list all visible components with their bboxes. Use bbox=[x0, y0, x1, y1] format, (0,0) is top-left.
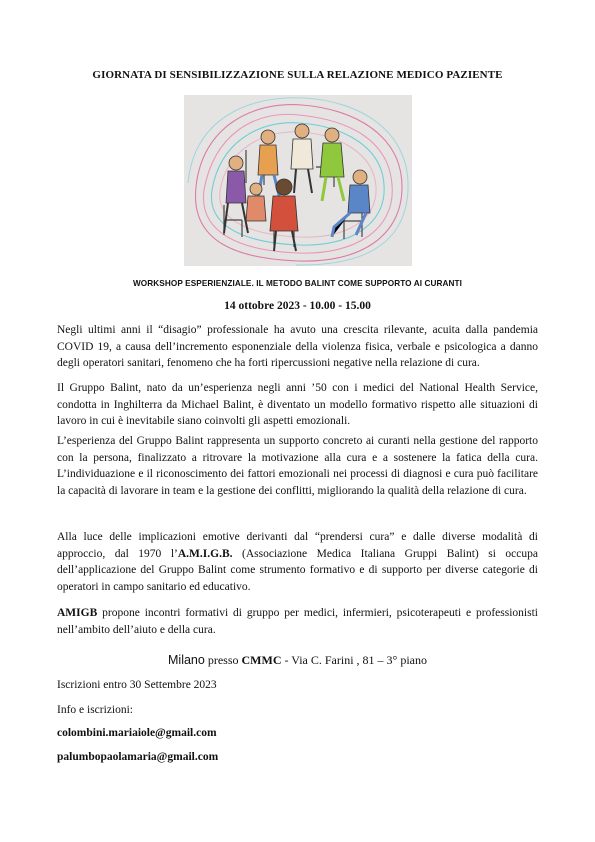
paragraph-intro: Negli ultimi anni il “disagio” professionale ha avuto una crescita rilevante, acuita dalla pandemia COVID 19, a causa dell’incremento esponenziale della violenza fisica, verbale e psicologica a danno degli operatori sanitari, fenomeno che ha forti ripercussioni negative nella relazione di cura. bbox=[57, 324, 538, 369]
balint-group-circle-drawing-icon bbox=[184, 95, 412, 266]
event-date: 14 ottobre 2023 - 10.00 - 15.00 bbox=[224, 300, 371, 312]
info-label: Info e iscrizioni: bbox=[57, 704, 134, 716]
contact-email-1[interactable]: colombini.mariaiole@gmail.com bbox=[57, 727, 217, 739]
location-city: Milano bbox=[168, 653, 205, 667]
registration-deadline: Iscrizioni entro 30 Settembre 2023 bbox=[57, 679, 217, 691]
paragraph-amigb-offer bbox=[57, 605, 538, 638]
paragraph-text: Alla luce delle implicazioni emotive derivanti dal “prendersi cura” e dalle diverse modalità di approccio, dal 1970 l’ bbox=[57, 531, 538, 560]
location-address: - Via C. Farini , 81 – 3° piano bbox=[281, 653, 427, 667]
event-location bbox=[0, 653, 595, 668]
paragraph-text: propone incontri formativi di gruppo per medici, infermieri, psicoterapeuti e professionisti nell’ambito dell’aiuto e della cura. bbox=[57, 607, 538, 636]
page-title: GIORNATA DI SENSIBILIZZAZIONE SULLA RELAZIONE MEDICO PAZIENTE bbox=[92, 69, 503, 81]
location-venue: CMMC bbox=[241, 653, 282, 667]
balint-group-illustration bbox=[184, 95, 412, 266]
workshop-heading: WORKSHOP ESPERIENZIALE. IL METODO BALINT COME SUPPORTO AI CURANTI bbox=[132, 279, 463, 288]
amigb-acronym: A.M.I.G.B. bbox=[177, 547, 233, 560]
paragraph-text: (Associazione Medica Italiana Gruppi Balint) si occupa dell’applicazione del Gruppo Balint come strumento formativo e di supporto per diverse categorie di operatori in campo sanitario ed educativo. bbox=[57, 547, 538, 593]
location-presso: presso bbox=[204, 653, 242, 667]
amigb-name: AMIGB bbox=[57, 607, 98, 619]
paragraph-balint-experience: L’esperienza del Gruppo Balint rappresenta un supporto concreto ai curanti nella gestione del rapporto con la persona, finalizzato a ritrovare la motivazione alla cura e a sostenere la fatica della cura. L’individuazione e il riconoscimento dei fattori emozionali nei processi di diagnosi e cura può facilitare la capacità di lavorare in team e la gestione dei conflitti, migliorando la qualità della relazione di cura. bbox=[57, 435, 538, 497]
contact-email-2[interactable]: palumbopaolamaria@gmail.com bbox=[57, 751, 219, 763]
paragraph-amigb-history bbox=[57, 529, 538, 595]
paragraph-balint-origin: Il Gruppo Balint, nato da un’esperienza negli anni ’50 con i medici del National Health Service, condotta in Inghilterra da Michael Balint, è diventato un modello formativo rispetto alle situazioni di lavoro in cui è inevitabile siano coinvolti gli aspetti emozionali. bbox=[57, 382, 538, 427]
